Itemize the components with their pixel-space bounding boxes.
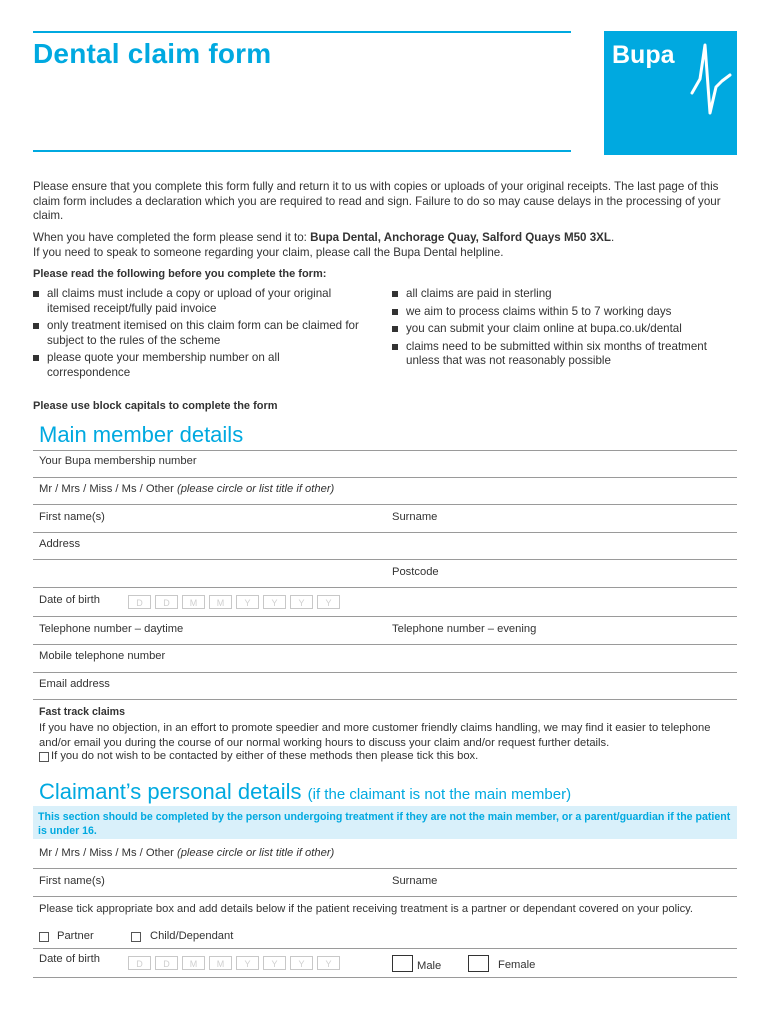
- date-cell[interactable]: D: [128, 956, 151, 970]
- child-dependant-checkbox[interactable]: [131, 932, 141, 942]
- list-item: [33, 351, 363, 380]
- telephone-evening-field[interactable]: Telephone number – evening: [392, 623, 537, 635]
- first-names-field[interactable]: First name(s): [39, 511, 105, 523]
- divider: [33, 587, 737, 588]
- list-item: [392, 322, 737, 337]
- mobile-field[interactable]: Mobile telephone number: [39, 650, 166, 662]
- helpline-paragraph: If you need to speak to someone regarding your claim, please call the Bupa Dental helpline.: [33, 246, 504, 259]
- header-top-rule: [33, 31, 571, 33]
- partner-label: Partner: [57, 930, 94, 942]
- read-following-heading: Please read the following before you complete the form:: [33, 268, 327, 280]
- divider: [33, 450, 737, 451]
- bullet-list-left: [33, 287, 363, 383]
- bullet-square-icon: [392, 291, 398, 297]
- divider: [33, 896, 737, 897]
- child-dependant-label: Child/Dependant: [150, 930, 234, 942]
- female-label: Female: [498, 959, 536, 971]
- claimant-section-title: [39, 779, 571, 805]
- claimant-surname-field[interactable]: Surname: [392, 875, 438, 887]
- header-bottom-rule: [33, 150, 571, 152]
- fast-track-tick-label: If you do not wish to be contacted by either of these methods then please tick this box.: [51, 750, 479, 762]
- title-options: Mr / Mrs / Miss / Ms / Other: [39, 483, 177, 495]
- date-cell[interactable]: Y: [236, 595, 259, 609]
- date-cell[interactable]: Y: [263, 956, 286, 970]
- dob-input[interactable]: [128, 595, 340, 609]
- divider: [33, 699, 737, 700]
- send-to-paragraph: [33, 231, 733, 246]
- claimant-title-field[interactable]: [39, 847, 334, 859]
- title-note: (please circle or list title if other): [176, 847, 335, 859]
- date-cell[interactable]: Y: [290, 956, 313, 970]
- telephone-daytime-field[interactable]: Telephone number – daytime: [39, 623, 184, 635]
- bullet-text: please quote your membership number on all correspondence: [47, 351, 280, 379]
- date-cell[interactable]: D: [155, 956, 178, 970]
- bullet-text: we aim to process claims within 5 to 7 working days: [406, 304, 672, 318]
- bullet-square-icon: [392, 344, 398, 350]
- fast-track-text: If you have no objection, in an effort to promote speedier and more customer friendly claims handling, we may find it easier to telephone and/or email you during the course of our normal working hours to discuss your claim and/or request further details.: [39, 722, 711, 749]
- fast-track-heading: Fast track claims: [39, 706, 125, 718]
- date-cell[interactable]: M: [209, 595, 232, 609]
- list-item: [33, 287, 363, 316]
- date-cell[interactable]: Y: [236, 956, 259, 970]
- send-to-prefix: When you have completed the form please send it to:: [33, 231, 311, 244]
- male-label: Male: [417, 960, 442, 972]
- date-cell[interactable]: D: [128, 595, 151, 609]
- divider: [33, 616, 737, 617]
- date-cell[interactable]: M: [182, 595, 205, 609]
- block-capitals-note: Please use block capitals to complete the form: [33, 400, 278, 412]
- bullet-text: you can submit your claim online at bupa.co.uk/dental: [406, 322, 682, 335]
- title-options: Mr / Mrs / Miss / Ms / Other: [39, 847, 177, 859]
- divider: [33, 559, 737, 560]
- divider: [33, 977, 737, 978]
- date-cell[interactable]: Y: [317, 595, 340, 609]
- bullet-square-icon: [392, 326, 398, 332]
- list-item: [33, 319, 363, 348]
- dob-label: Date of birth: [39, 594, 100, 606]
- send-to-address: Bupa Dental, Anchorage Quay, Salford Quays M50 3XL: [310, 231, 611, 244]
- claimant-subtitle: (if the claimant is not the main member): [307, 786, 572, 803]
- intro-paragraph: Please ensure that you complete this form fully and return it to us with copies or uploads of your original receipts. The last page of this claim form includes a declaration which you are required to read and sign. Failure to do so may cause delays in the processing of your claim.: [33, 180, 721, 222]
- list-item: [392, 305, 737, 320]
- bupa-logo: [604, 31, 737, 155]
- partner-checkbox[interactable]: [39, 932, 49, 942]
- divider: [33, 504, 737, 505]
- heartbeat-icon: [604, 31, 737, 155]
- page-title: Dental claim form: [33, 38, 272, 69]
- address-field[interactable]: Address: [39, 538, 81, 550]
- claimant-info-text: This section should be completed by the person undergoing treatment if they are not the main member, or a parent/guardian if the patient is under 16.: [38, 811, 731, 837]
- divider: [33, 868, 737, 869]
- send-to-suffix: .: [611, 231, 615, 244]
- bullet-text: all claims must include a copy or upload of your original itemised receipt/fully paid invoice: [47, 287, 332, 315]
- bupa-logo-text: Bupa: [612, 41, 675, 69]
- email-field[interactable]: Email address: [39, 678, 110, 690]
- divider: [33, 532, 737, 533]
- date-cell[interactable]: Y: [290, 595, 313, 609]
- date-cell[interactable]: M: [209, 956, 232, 970]
- bullet-square-icon: [33, 323, 39, 329]
- date-cell[interactable]: D: [155, 595, 178, 609]
- divider: [33, 948, 737, 949]
- title-field[interactable]: [39, 483, 334, 495]
- claimant-dob-input[interactable]: [128, 956, 340, 970]
- claimant-first-names-field[interactable]: First name(s): [39, 875, 105, 887]
- main-member-section-title: Main member details: [39, 422, 244, 447]
- fast-track-checkbox[interactable]: [39, 752, 49, 762]
- male-checkbox[interactable]: [392, 955, 413, 972]
- divider: [33, 644, 737, 645]
- list-item: [392, 340, 737, 369]
- divider: [33, 477, 737, 478]
- relationship-instruction: Please tick appropriate box and add details below if the patient receiving treatment is a partner or dependant covered on your policy.: [39, 903, 694, 915]
- bullet-text: claims need to be submitted within six months of treatment unless that was not reasonably possible: [406, 339, 707, 367]
- date-cell[interactable]: Y: [263, 595, 286, 609]
- claimant-title-text: Claimant’s personal details: [39, 779, 302, 804]
- date-cell[interactable]: M: [182, 956, 205, 970]
- female-checkbox[interactable]: [468, 955, 489, 972]
- title-note: (please circle or list title if other): [176, 483, 335, 495]
- divider: [33, 672, 737, 673]
- bullet-text: all claims are paid in sterling: [406, 287, 552, 300]
- membership-number-field[interactable]: Your Bupa membership number: [39, 455, 197, 467]
- bullet-square-icon: [33, 355, 39, 361]
- list-item: [392, 287, 737, 302]
- bullet-square-icon: [33, 291, 39, 297]
- bullet-text: only treatment itemised on this claim form can be claimed for subject to the rules of the scheme: [47, 319, 359, 347]
- date-cell[interactable]: Y: [317, 956, 340, 970]
- surname-field[interactable]: Surname: [392, 511, 438, 523]
- postcode-field[interactable]: Postcode: [392, 566, 439, 578]
- bullet-list-right: [392, 287, 737, 372]
- bullet-square-icon: [392, 309, 398, 315]
- claimant-dob-label: Date of birth: [39, 953, 100, 965]
